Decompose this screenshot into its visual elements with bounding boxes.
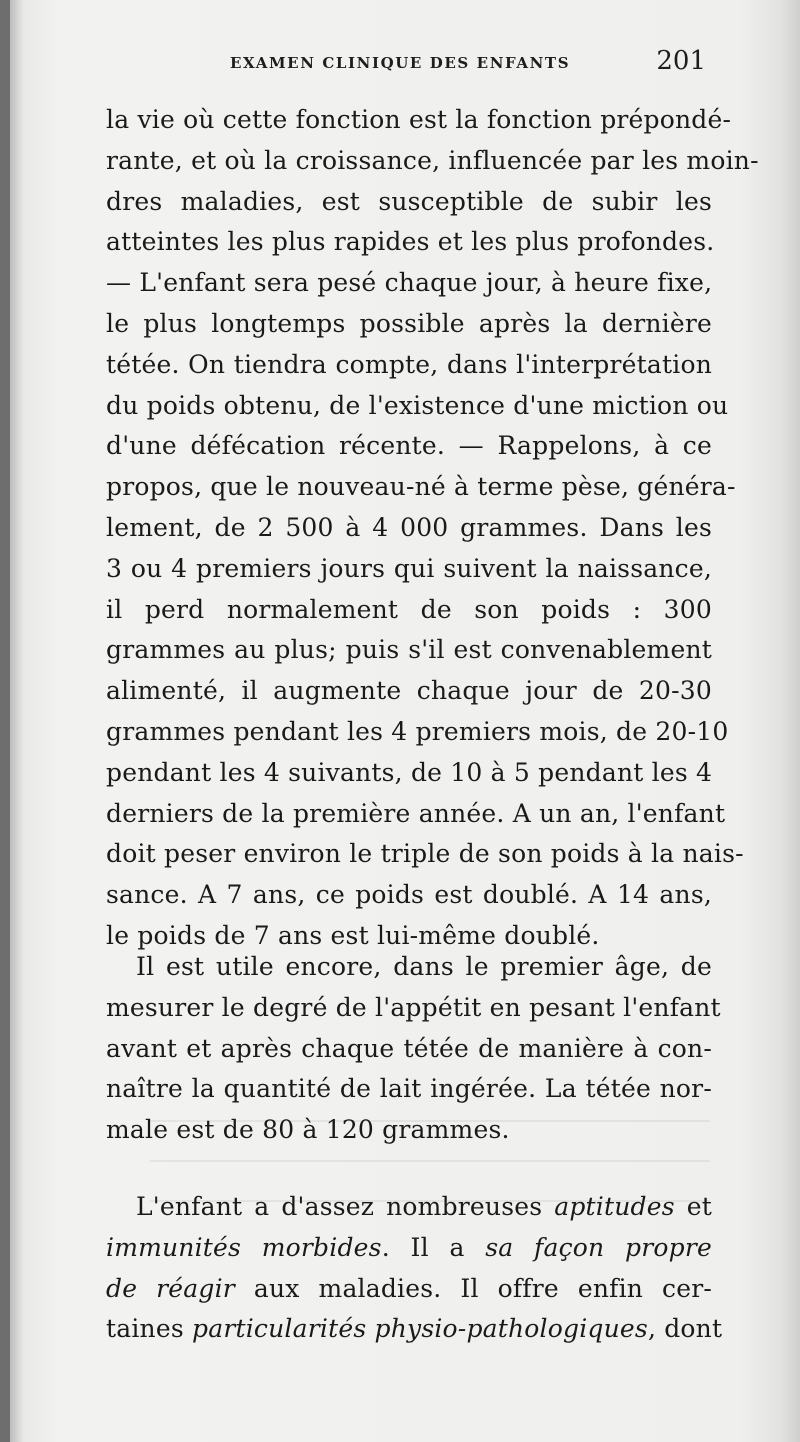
text-run: L'enfant a d'assez nombreuses [136,1192,555,1221]
text-line: grammes pendant les 4 premiers mois, de 20-10 [106,716,729,746]
text-line: tétée. On tiendra compte, dans l'interprétation [106,349,712,379]
text-line: propos, que le nouveau-né à terme pèse, généra- [106,472,736,502]
text-run: et [674,1192,712,1221]
text-run: , dont [647,1314,723,1344]
italic-term: particularités physio-pathologiques [192,1314,648,1344]
text-line: doit peser environ le triple de son poids à la nais- [106,839,744,869]
text-line: atteintes les plus rapides et les plus profondes. [106,227,715,257]
italic-term: sa façon propre [485,1232,712,1262]
page-number: 201 [656,46,706,76]
text-line: derniers de la première année. A un an, l'enfant [106,798,726,828]
text-line: male est de 80 à 120 grammes. [106,1115,510,1145]
running-title: EXAMEN CLINIQUE DES ENFANTS [230,54,571,72]
text-run: taines [106,1314,193,1344]
text-line: d'une défécation récente. — Rappelons, à ce [106,431,712,461]
text-line [106,1228,712,1269]
text-line: 3 ou 4 premiers jours qui suivent la naissance, [106,553,712,583]
italic-term: aptitudes [554,1192,675,1221]
text-line: le poids de 7 ans est lui-même doublé. [106,920,600,950]
text-line: alimenté, il augmente chaque jour de 20-30 [106,676,712,706]
italic-term: immunités morbides [106,1232,382,1262]
text-line [106,1269,712,1310]
page-header [230,46,710,82]
text-line: rante, et où la croissance, influencée par les moin- [106,145,759,175]
text-line [106,1187,712,1228]
text-line: avant et après chaque tétée de manière à con- [106,1033,712,1063]
text-run: aux maladies. Il offre enfin cer- [234,1273,713,1303]
text-line: pendant les 4 suivants, de 10 à 5 pendant les 4 [106,757,713,787]
paragraph-1 [106,100,759,957]
text-line [106,1309,723,1350]
text-line: du poids obtenu, de l'existence d'une miction ou [106,390,729,420]
text-line: mesurer le degré de l'appétit en pesant l'enfant [106,992,721,1022]
paragraph-3 [106,1187,723,1350]
text-line: — L'enfant sera pesé chaque jour, à heure fixe, [106,268,713,298]
text-line: naître la quantité de lait ingérée. La tétée nor- [106,1074,712,1104]
text-line: Il est utile encore, dans le premier âge, de [136,952,712,981]
text-line: sance. A 7 ans, ce poids est doublé. A 14 ans, [106,880,712,910]
paragraph-2 [106,947,721,1151]
text-line: dres maladies, est susceptible de subir les [106,186,712,216]
italic-term: de réagir [106,1273,235,1303]
page-edge-shadow [0,0,10,1442]
text-line: lement, de 2 500 à 4 000 grammes. Dans les [106,512,712,542]
text-line: grammes au plus; puis s'il est convenablement [106,635,712,665]
text-line: la vie où cette fonction est la fonction prépondé- [106,105,732,134]
text-line: le plus longtemps possible après la dernière [106,308,712,338]
text-run: . Il a [381,1232,486,1262]
text-line: il perd normalement de son poids : 300 [106,594,712,624]
